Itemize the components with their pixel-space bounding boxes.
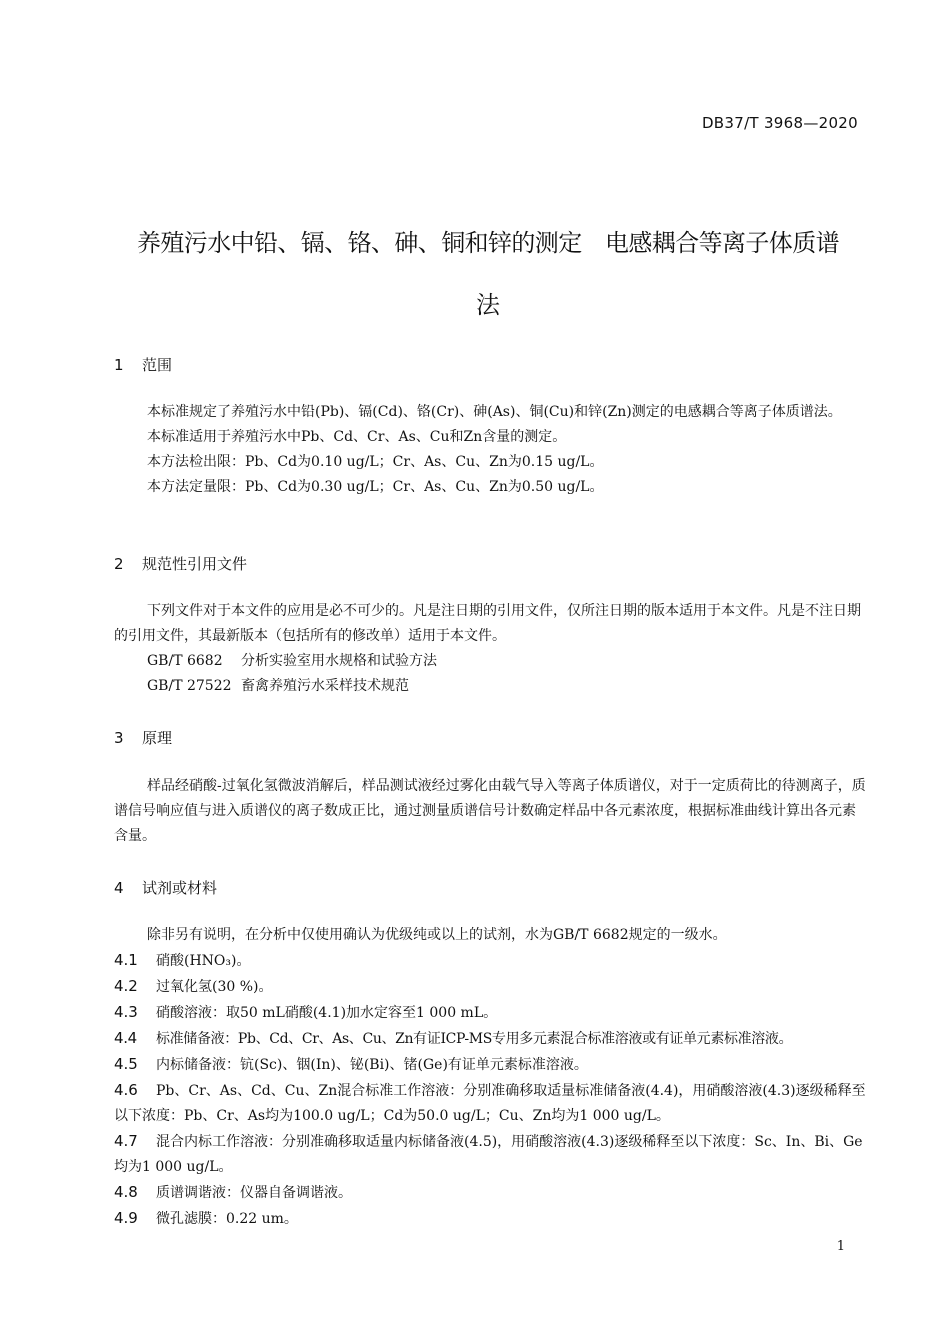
- section-title: 范围: [142, 356, 173, 374]
- item-text: 内标储备液：钪(Sc)、铟(In)、铋(Bi)、锗(Ge)有证单元素标准溶液。: [156, 1057, 588, 1073]
- section-number: 2: [114, 555, 124, 573]
- paragraph: 本标准规定了养殖污水中铅(Pb)、镉(Cd)、铬(Cr)、砷(As)、铜(Cu)和锌(Zn)测定的电感耦合等离子体质谱法。: [147, 404, 842, 420]
- list-item: [114, 1000, 866, 1026]
- reference-title: 分析实验室用水规格和试验方法: [241, 653, 437, 669]
- list-item: [114, 1129, 866, 1180]
- reference-item: [114, 674, 866, 699]
- paragraph: 本标准适用于养殖污水中Pb、Cd、Cr、As、Cu和Zn含量的测定。: [147, 429, 567, 445]
- section-3-heading: [114, 727, 172, 748]
- reference-item: [114, 649, 866, 674]
- item-number: 4.3: [114, 1003, 138, 1021]
- page-number: 1: [836, 1239, 845, 1254]
- item-number: 4.5: [114, 1055, 138, 1073]
- section-2-body: [114, 599, 866, 699]
- section-4-heading: [114, 877, 217, 898]
- item-number: 4.4: [114, 1029, 137, 1047]
- item-text: 微孔滤膜：0.22 um。: [156, 1211, 298, 1227]
- title-line-1: 养殖污水中铅、镉、铬、砷、铜和锌的测定 电感耦合等离子体质谱: [137, 229, 839, 257]
- item-text: 标准储备液：Pb、Cd、Cr、As、Cu、Zn有证ICP-MS专用多元素混合标准溶液或有证单元素标准溶液。: [156, 1031, 793, 1047]
- list-item: [114, 974, 866, 1000]
- item-number: 4.7: [114, 1132, 138, 1150]
- list-item: [114, 948, 866, 974]
- item-text: 硝酸溶液：取50 mL硝酸(4.1)加水定容至1 000 mL。: [156, 1005, 498, 1021]
- paragraph: 本方法定量限：Pb、Cd为0.30 ug/L；Cr、As、Cu、Zn为0.50 ug/L。: [147, 479, 604, 495]
- standard-number: DB37/T 3968—2020: [701, 114, 858, 132]
- section-number: 3: [114, 729, 124, 747]
- item-number: 4.1: [114, 951, 138, 969]
- paragraph: 下列文件对于本文件的应用是必不可少的。凡是注日期的引用文件，仅所注日期的版本适用于本文件。凡是不注日期的引用文件，其最新版本（包括所有的修改单）适用于本文件。: [114, 603, 861, 644]
- item-number: 4.8: [114, 1183, 138, 1201]
- item-text: 过氧化氢(30 %)。: [156, 979, 273, 995]
- list-item: [114, 1078, 866, 1129]
- section-1-heading: [114, 354, 172, 375]
- section-1-body: [114, 400, 866, 500]
- section-number: 4: [114, 879, 124, 897]
- title-line-2: 法: [476, 291, 500, 319]
- item-text: Pb、Cr、As、Cd、Cu、Zn混合标准工作溶液：分别准确移取适量标准储备液(4.4)，用硝酸溶液(4.3)逐级稀释至以下浓度：Pb、Cr、As均为100.0 ug/L；Cd为50.0 ug/L；Cu、Zn均为1 000 ug/L。: [114, 1083, 866, 1124]
- item-text: 混合内标工作溶液：分别准确移取适量内标储备液(4.5)，用硝酸溶液(4.3)逐级稀释至以下浓度：Sc、In、Bi、Ge均为1 000 ug/L。: [114, 1134, 863, 1175]
- section-title: 规范性引用文件: [142, 555, 248, 573]
- reference-code: GB/T 27522: [147, 678, 232, 694]
- section-title: 试剂或材料: [142, 879, 218, 897]
- section-2-heading: [114, 553, 247, 574]
- item-text: 硝酸(HNO₃)。: [156, 953, 251, 969]
- list-item: [114, 1026, 866, 1052]
- list-item: [114, 1052, 866, 1078]
- reference-title: 畜禽养殖污水采样技术规范: [241, 678, 409, 694]
- paragraph: 样品经硝酸-过氧化氢微波消解后，样品测试液经过雾化由载气导入等离子体质谱仪，对于一定质荷比的待测离子，质谱信号响应值与进入质谱仪的离子数成正比，通过测量质谱信号计数确定样品中各元素浓度，根据标准曲线计算出各元素含量。: [114, 778, 866, 844]
- reference-code: GB/T 6682: [147, 653, 223, 669]
- section-title: 原理: [142, 729, 173, 747]
- list-item: [114, 1180, 866, 1206]
- section-4-body: [114, 923, 866, 1232]
- document-title: [114, 212, 862, 336]
- item-number: 4.9: [114, 1209, 138, 1227]
- item-text: 质谱调谐液：仪器自备调谐液。: [156, 1185, 352, 1201]
- paragraph: 除非另有说明，在分析中仅使用确认为优级纯或以上的试剂，水为GB/T 6682规定的一级水。: [147, 927, 727, 943]
- list-item: [114, 1206, 866, 1232]
- section-number: 1: [114, 356, 124, 374]
- paragraph: 本方法检出限：Pb、Cd为0.10 ug/L；Cr、As、Cu、Zn为0.15 ug/L。: [147, 454, 604, 470]
- section-3-body: [114, 774, 866, 849]
- item-number: 4.6: [114, 1081, 138, 1099]
- item-number: 4.2: [114, 977, 138, 995]
